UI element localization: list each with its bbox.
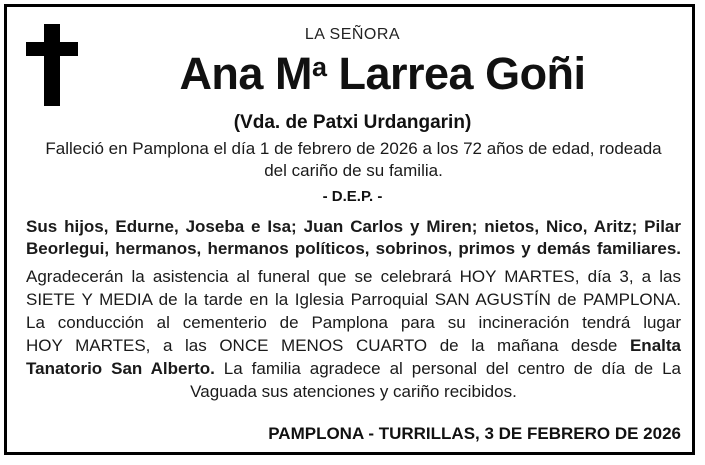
- widow-of-line: (Vda. de Patxi Urdangarin): [233, 112, 472, 133]
- funeral-line-3: La conducción al cementerio de Pamplona para su incineración tendrá lugar: [26, 313, 681, 332]
- family-line-2: Beorlegui, hermanos, hermanos políticos, sobrinos, primos y demás familiares.: [26, 239, 681, 258]
- dep-line: - D.E.P. -: [322, 188, 383, 205]
- death-paragraph: [26, 138, 681, 182]
- name-superscript: a: [311, 52, 327, 82]
- funeral-line-1: Agradecerán la asistencia al funeral que se celebrará HOY MARTES, día 3, a las: [26, 267, 681, 286]
- funeral-line-5b: La familia agradece al personal del centro de día de La: [214, 359, 681, 378]
- funeral-paragraph: [26, 265, 681, 403]
- family-paragraph: [26, 216, 681, 260]
- funeral-place-part1: Enalta: [629, 336, 681, 355]
- name-part1: Ana M: [179, 48, 312, 99]
- death-line-1: Falleció en Pamplona el día 1 de febrero de 2026 a los 72 años de edad, rodeada: [45, 139, 662, 158]
- deceased-name: [60, 48, 705, 106]
- funeral-line-4a: HOY MARTES, a las ONCE MENOS CUARTO de la mañana desde: [26, 336, 630, 355]
- funeral-line-5: [26, 357, 681, 380]
- place-date-footer: PAMPLONA - TURRILLAS, 3 DE FEBRERO DE 2026: [268, 424, 681, 443]
- funeral-place-part2: Tanatorio San Alberto.: [26, 359, 215, 378]
- funeral-line-2: SIETE Y MEDIA de la tarde en la Iglesia Parroquial SAN AGUSTÍN de PAMPLONA.: [26, 290, 681, 309]
- notice-header: LA SEÑORA: [304, 26, 401, 43]
- death-line-2: del cariño de su familia.: [264, 161, 443, 180]
- name-part2: Larrea Goñi: [326, 48, 586, 99]
- funeral-line-6: Vaguada sus atenciones y cariño recibidos.: [190, 382, 517, 401]
- funeral-line-4: [26, 334, 681, 357]
- family-line-1: Sus hijos, Edurne, Joseba e Isa; Juan Carlos y Miren; nietos, Nico, Aritz; Pilar: [26, 217, 681, 236]
